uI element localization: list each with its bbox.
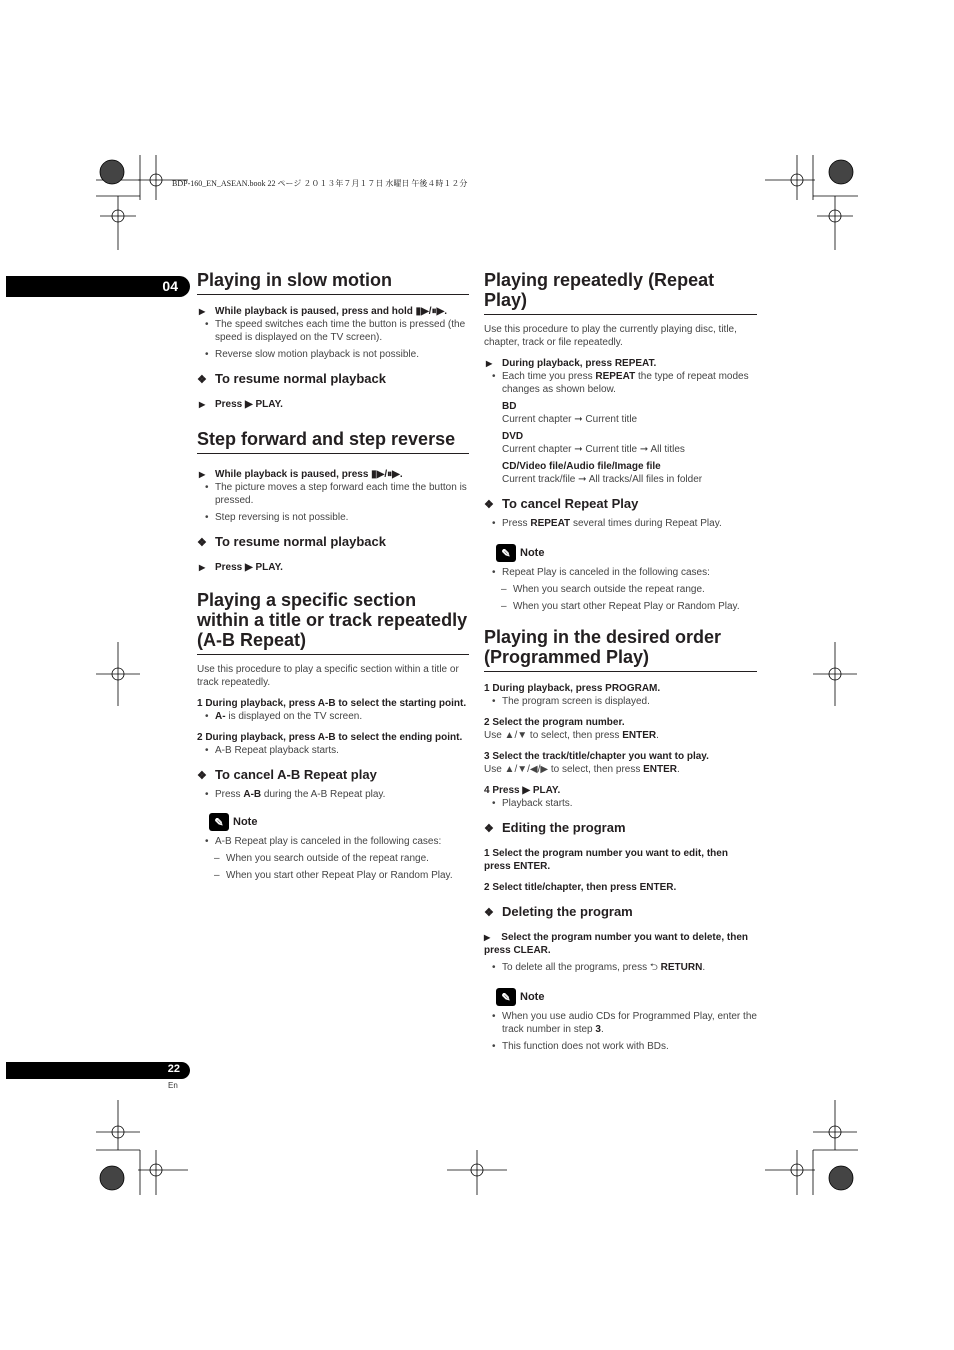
ab-note-dash: – When you search outside of the repeat range. bbox=[214, 853, 429, 864]
program-step-1-bullet: • The program screen is displayed. bbox=[492, 696, 650, 707]
slow-motion-title: Playing in slow motion bbox=[197, 270, 469, 295]
page-tab bbox=[6, 1062, 190, 1079]
program-step-2-text: Use ▲/▼ to select, then press ENTER. bbox=[484, 730, 659, 741]
page-number: 22 bbox=[167, 1063, 180, 1075]
edit-step-1: 1 Select the program number you want to edit, then press ENTER. bbox=[484, 848, 728, 872]
repeat-mode-label: DVD bbox=[502, 431, 524, 442]
left-column bbox=[197, 270, 469, 882]
step-forward-title: Step forward and step reverse bbox=[197, 429, 469, 454]
edit-step-2: 2 Select title/chapter, then press ENTER. bbox=[484, 882, 677, 893]
program-step-4-bullet: • Playback starts. bbox=[492, 798, 573, 809]
repeat-cancel-heading: ❖ To cancel Repeat Play bbox=[484, 496, 639, 511]
note-pencil-icon: ✎ bbox=[496, 988, 516, 1006]
ab-step-2: 2 During playback, press A-B to select the ending point. bbox=[197, 732, 463, 743]
print-header: BDP-160_EN_ASEAN.book 22 ページ ２０１３年７月１７日 水曜日 午後４時１２分 bbox=[172, 179, 468, 188]
ab-note-bullet: • A-B Repeat play is canceled in the following cases: bbox=[205, 836, 442, 847]
ab-cancel-heading: ❖ To cancel A-B Repeat play bbox=[197, 767, 377, 782]
program-step-3-text: Use ▲/▼/◀/▶ to select, then press ENTER. bbox=[484, 764, 680, 775]
repeat-note-heading: ✎ Note bbox=[484, 544, 757, 562]
program-note-bullet: • When you use audio CDs for Programmed Play, enter the track number in step 3. bbox=[492, 1011, 757, 1035]
ab-note-dash: – When you start other Repeat Play or Random Play. bbox=[214, 870, 453, 881]
chapter-number: 04 bbox=[162, 278, 178, 294]
note-pencil-icon: ✎ bbox=[496, 544, 516, 562]
ab-step-1: 1 During playback, press A-B to select the starting point. bbox=[197, 698, 467, 709]
stepfwd-bullet: • Step reversing is not possible. bbox=[205, 512, 349, 523]
slow-step: ▶ While playback is paused, press and hold ▮▶/⏸▶. bbox=[199, 306, 448, 317]
chapter-tab bbox=[6, 276, 190, 297]
ab-intro: Use this procedure to play a specific section within a title or track repeatedly. bbox=[197, 664, 459, 688]
repeat-intro: Use this procedure to play the currently playing disc, title, chapter, track or file repeatedly. bbox=[484, 324, 737, 348]
repeat-mode-label: BD bbox=[502, 401, 517, 412]
slow-resume-heading: ❖ To resume normal playback bbox=[197, 371, 386, 386]
repeat-mode-label: CD/Video file/Audio file/Image file bbox=[502, 461, 661, 472]
delete-step: ▶ Select the program number you want to delete, then press CLEAR. bbox=[484, 932, 748, 956]
repeat-note-dash: – When you search outside the repeat range. bbox=[501, 584, 705, 595]
slow-bullet: • The speed switches each time the button is pressed (the speed is displayed on the TV screen). bbox=[205, 319, 466, 343]
return-icon: ⮌ bbox=[649, 962, 658, 973]
delete-bullet: • To delete all the programs, press ⮌ RETURN. bbox=[492, 962, 706, 973]
repeat-step: ▶ During playback, press REPEAT. bbox=[486, 358, 657, 369]
ab-step-2-bullet: • A-B Repeat playback starts. bbox=[205, 745, 339, 756]
stepfwd-resume-heading: ❖ To resume normal playback bbox=[197, 534, 386, 549]
repeat-mode-seq: Current track/file ➞ All tracks/All files in folder bbox=[502, 474, 703, 485]
program-step-1: 1 During playback, press PROGRAM. bbox=[484, 683, 661, 694]
right-column bbox=[484, 270, 757, 1053]
stepfwd-step: ▶ While playback is paused, press ▮▶/⏸▶. bbox=[199, 469, 403, 480]
program-note-heading: ✎ Note bbox=[484, 988, 757, 1006]
repeat-cancel-bullet: • Press REPEAT several times during Repeat Play. bbox=[492, 518, 722, 529]
program-note-bullet: • This function does not work with BDs. bbox=[492, 1041, 669, 1052]
repeat-bullet: • Each time you press REPEAT the type of repeat modes changes as shown below. bbox=[492, 371, 749, 395]
repeat-mode-seq: Current chapter ➞ Current title bbox=[502, 414, 638, 425]
ab-step-1-bullet: • A- is displayed on the TV screen. bbox=[205, 711, 363, 722]
repeat-note-bullet: • Repeat Play is canceled in the following cases: bbox=[492, 567, 710, 578]
repeat-note-dash: – When you start other Repeat Play or Random Play. bbox=[501, 601, 740, 612]
program-title: Playing in the desired order (Programmed Play) bbox=[484, 627, 757, 672]
page-language: En bbox=[168, 1081, 178, 1090]
ab-cancel-bullet: • Press A-B during the A-B Repeat play. bbox=[205, 789, 386, 800]
slow-bullet: • Reverse slow motion playback is not possible. bbox=[205, 349, 419, 360]
delete-heading: ❖ Deleting the program bbox=[484, 904, 633, 919]
program-step-4: 4 Press ▶ PLAY. bbox=[484, 785, 561, 796]
repeat-title: Playing repeatedly (Repeat Play) bbox=[484, 270, 757, 315]
slow-resume-step: ▶ Press ▶ PLAY. bbox=[199, 399, 283, 410]
arrow-icon: ▶ bbox=[484, 933, 491, 942]
note-pencil-icon: ✎ bbox=[209, 813, 229, 831]
program-step-3: 3 Select the track/title/chapter you want to play. bbox=[484, 751, 709, 762]
program-step-2: 2 Select the program number. bbox=[484, 717, 625, 728]
stepfwd-bullet: • The picture moves a step forward each time the button is pressed. bbox=[205, 482, 467, 506]
edit-heading: ❖ Editing the program bbox=[484, 820, 626, 835]
ab-repeat-title: Playing a specific section within a title or track repeatedly (A-B Repeat) bbox=[197, 590, 469, 655]
stepfwd-resume-step: ▶ Press ▶ PLAY. bbox=[199, 562, 283, 573]
repeat-mode-seq: Current chapter ➞ Current title ➞ All titles bbox=[502, 444, 685, 455]
ab-note-heading: ✎ Note bbox=[197, 813, 469, 831]
